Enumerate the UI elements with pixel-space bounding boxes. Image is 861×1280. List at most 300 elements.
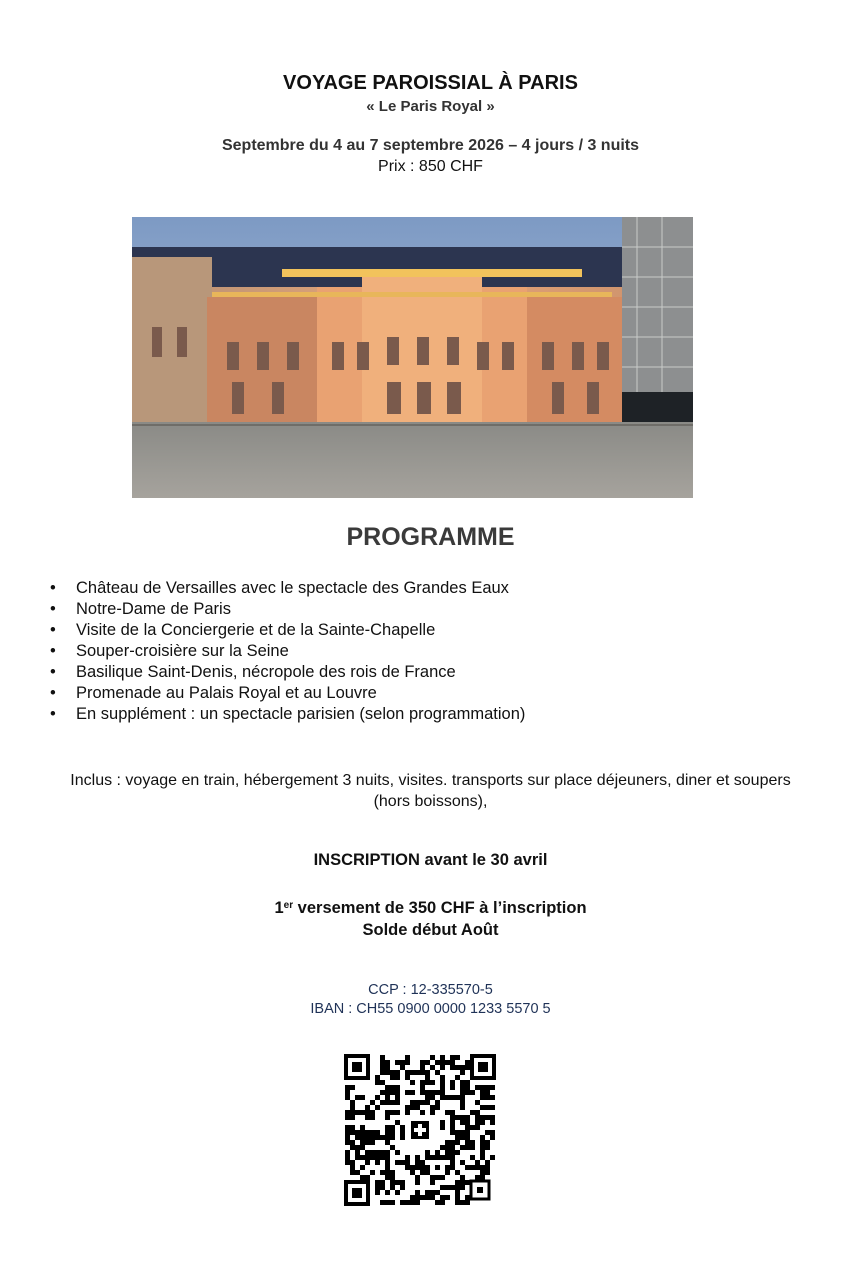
qr-module	[355, 1170, 360, 1175]
qr-module	[490, 1155, 495, 1160]
qr-module	[370, 1140, 375, 1145]
qr-module	[385, 1085, 390, 1090]
qr-module	[475, 1115, 480, 1120]
payment-terms	[0, 897, 861, 941]
qr-module	[455, 1150, 460, 1155]
qr-module	[400, 1060, 405, 1065]
qr-module	[460, 1180, 465, 1185]
qr-module	[375, 1135, 380, 1140]
qr-module	[480, 1090, 485, 1095]
qr-module	[460, 1115, 465, 1120]
qr-module	[440, 1065, 445, 1070]
qr-module	[350, 1130, 355, 1135]
qr-module	[435, 1155, 440, 1160]
qr-module	[390, 1185, 395, 1190]
qr-module	[375, 1190, 380, 1195]
qr-module	[450, 1115, 455, 1120]
qr-module	[465, 1140, 470, 1145]
qr-module	[365, 1160, 370, 1165]
qr-module	[405, 1155, 410, 1160]
qr-module	[375, 1075, 380, 1080]
qr-module	[380, 1185, 385, 1190]
qr-module	[475, 1120, 480, 1125]
qr-module	[440, 1075, 445, 1080]
qr-module	[460, 1085, 465, 1090]
qr-module	[450, 1165, 455, 1170]
qr-module	[410, 1195, 415, 1200]
qr-module	[375, 1180, 380, 1185]
qr-module	[490, 1120, 495, 1125]
qr-module	[420, 1100, 425, 1105]
bullet-icon: •	[50, 579, 56, 597]
qr-module	[430, 1095, 435, 1100]
bullet-icon: •	[50, 600, 56, 618]
qr-module	[370, 1155, 375, 1160]
qr-module	[465, 1090, 470, 1095]
qr-module	[380, 1150, 385, 1155]
qr-module	[410, 1090, 415, 1095]
qr-module	[385, 1095, 390, 1100]
bullet-icon: •	[50, 705, 56, 723]
qr-module	[380, 1180, 385, 1185]
qr-module	[370, 1150, 375, 1155]
qr-module	[385, 1165, 390, 1170]
qr-module	[430, 1065, 435, 1070]
qr-module	[385, 1090, 390, 1095]
qr-module	[385, 1140, 390, 1145]
qr-module	[350, 1145, 355, 1150]
qr-module	[405, 1070, 410, 1075]
qr-module	[485, 1145, 490, 1150]
trip-dates: Septembre du 4 au 7 septembre 2026 – 4 jours / 3 nuits	[221, 137, 640, 154]
qr-module	[455, 1115, 460, 1120]
qr-module	[440, 1175, 445, 1180]
qr-module	[400, 1130, 405, 1135]
qr-module	[360, 1110, 365, 1115]
included-line-1: Inclus : voyage en train, hébergement 3 nuits, visites. transports sur place déjeuners, diner et soupers	[70, 772, 791, 789]
qr-module	[445, 1140, 450, 1145]
qr-module	[470, 1155, 475, 1160]
qr-module	[380, 1080, 385, 1085]
qr-module	[480, 1115, 485, 1120]
qr-module	[370, 1100, 375, 1105]
qr-module	[455, 1135, 460, 1140]
registration-deadline: INSCRIPTION avant le 30 avril	[313, 851, 548, 869]
qr-module	[455, 1075, 460, 1080]
qr-module	[365, 1130, 370, 1135]
qr-module	[485, 1095, 490, 1100]
qr-module	[455, 1185, 460, 1190]
page-subtitle: « Le Paris Royal »	[366, 98, 495, 115]
ccp-number: CCP : 12-335570-5	[368, 982, 493, 998]
qr-module	[365, 1115, 370, 1120]
qr-module	[465, 1120, 470, 1125]
qr-module	[405, 1090, 410, 1095]
qr-module	[370, 1135, 375, 1140]
qr-module	[450, 1095, 455, 1100]
qr-module	[365, 1110, 370, 1115]
qr-module	[405, 1075, 410, 1080]
qr-module	[375, 1155, 380, 1160]
qr-module	[415, 1070, 420, 1075]
qr-module	[425, 1080, 430, 1085]
qr-module	[460, 1120, 465, 1125]
qr-module	[460, 1100, 465, 1105]
qr-module	[385, 1125, 390, 1130]
qr-module	[355, 1095, 360, 1100]
qr-module	[425, 1195, 430, 1200]
qr-module	[440, 1125, 445, 1130]
qr-module	[385, 1065, 390, 1070]
qr-module	[380, 1065, 385, 1070]
qr-module	[410, 1105, 415, 1110]
qr-module	[390, 1090, 395, 1095]
qr-module	[360, 1135, 365, 1140]
qr-module	[460, 1070, 465, 1075]
qr-module	[425, 1070, 430, 1075]
qr-module	[355, 1145, 360, 1150]
qr-module	[395, 1085, 400, 1090]
qr-module	[355, 1110, 360, 1115]
qr-module	[385, 1130, 390, 1135]
qr-module	[440, 1155, 445, 1160]
programme-item	[48, 578, 525, 599]
qr-module	[480, 1120, 485, 1125]
qr-module	[435, 1060, 440, 1065]
qr-module	[450, 1120, 455, 1125]
qr-module	[425, 1155, 430, 1160]
qr-module	[430, 1195, 435, 1200]
bullet-icon: •	[50, 663, 56, 681]
qr-module	[490, 1085, 495, 1090]
qr-module	[430, 1180, 435, 1185]
qr-module	[455, 1095, 460, 1100]
programme-item-text: Basilique Saint-Denis, nécropole des rois de France	[76, 663, 456, 681]
qr-module	[445, 1185, 450, 1190]
programme-item-text: Souper-croisière sur la Seine	[76, 642, 289, 660]
qr-module	[430, 1090, 435, 1095]
qr-module	[365, 1135, 370, 1140]
qr-module	[490, 1105, 495, 1110]
qr-module	[345, 1160, 350, 1165]
qr-module	[385, 1200, 390, 1205]
qr-module	[415, 1160, 420, 1165]
programme-item-text: Château de Versailles avec le spectacle des Grandes Eaux	[76, 579, 509, 597]
qr-module	[380, 1060, 385, 1065]
qr-module	[430, 1175, 435, 1180]
qr-module	[480, 1155, 485, 1160]
qr-module	[480, 1105, 485, 1110]
qr-module	[390, 1145, 395, 1150]
qr-module	[385, 1110, 390, 1115]
qr-module	[390, 1180, 395, 1185]
qr-module	[470, 1110, 475, 1115]
qr-module	[450, 1185, 455, 1190]
qr-module	[415, 1200, 420, 1205]
qr-module	[465, 1130, 470, 1135]
qr-module	[390, 1070, 395, 1075]
qr-module	[435, 1105, 440, 1110]
qr-module	[420, 1195, 425, 1200]
qr-module	[435, 1165, 440, 1170]
qr-module	[420, 1080, 425, 1085]
qr-module	[485, 1160, 490, 1165]
programme-item	[48, 704, 525, 725]
qr-module	[365, 1105, 370, 1110]
qr-module	[460, 1135, 465, 1140]
qr-module	[440, 1055, 445, 1060]
qr-module	[450, 1155, 455, 1160]
qr-module	[385, 1155, 390, 1160]
qr-module	[385, 1150, 390, 1155]
qr-module	[415, 1180, 420, 1185]
qr-module	[440, 1060, 445, 1065]
qr-module	[405, 1200, 410, 1205]
qr-module	[460, 1090, 465, 1095]
versailles-photo	[132, 217, 693, 498]
qr-module	[455, 1140, 460, 1145]
qr-module	[385, 1135, 390, 1140]
swiss-qr-code-icon	[344, 1054, 496, 1206]
qr-module	[360, 1175, 365, 1180]
qr-module	[440, 1185, 445, 1190]
qr-module	[390, 1085, 395, 1090]
qr-module	[370, 1115, 375, 1120]
qr-module	[440, 1095, 445, 1100]
qr-module	[460, 1160, 465, 1165]
qr-module	[425, 1170, 430, 1175]
qr-module	[490, 1095, 495, 1100]
qr-module	[450, 1125, 455, 1130]
qr-module	[475, 1175, 480, 1180]
qr-module	[455, 1180, 460, 1185]
qr-module	[440, 1200, 445, 1205]
trip-price: Prix : 850 CHF	[378, 158, 483, 175]
qr-module	[345, 1110, 350, 1115]
qr-module	[490, 1135, 495, 1140]
qr-module	[450, 1060, 455, 1065]
qr-module	[475, 1100, 480, 1105]
qr-module	[475, 1125, 480, 1130]
qr-module	[380, 1070, 385, 1075]
qr-module	[460, 1095, 465, 1100]
qr-module	[410, 1100, 415, 1105]
programme-item	[48, 620, 525, 641]
qr-module	[470, 1140, 475, 1145]
qr-module	[430, 1190, 435, 1195]
qr-module	[410, 1080, 415, 1085]
qr-module	[485, 1130, 490, 1135]
qr-module	[360, 1125, 365, 1130]
qr-module	[350, 1085, 355, 1090]
qr-module	[460, 1080, 465, 1085]
qr-module	[390, 1100, 395, 1105]
bullet-icon: •	[50, 642, 56, 660]
qr-module	[485, 1115, 490, 1120]
qr-module	[400, 1135, 405, 1140]
qr-module	[350, 1165, 355, 1170]
qr-module	[395, 1160, 400, 1165]
programme-item-text: Notre-Dame de Paris	[76, 600, 231, 618]
qr-module	[415, 1195, 420, 1200]
qr-module	[390, 1075, 395, 1080]
qr-module	[410, 1070, 415, 1075]
qr-module	[480, 1135, 485, 1140]
qr-module	[435, 1100, 440, 1105]
qr-module	[440, 1090, 445, 1095]
first-payment-ordinal-suffix: er	[283, 900, 294, 911]
qr-module	[425, 1150, 430, 1155]
qr-module	[480, 1170, 485, 1175]
qr-module	[445, 1170, 450, 1175]
qr-module	[350, 1140, 355, 1145]
programme-item	[48, 599, 525, 620]
programme-item	[48, 662, 525, 683]
qr-module	[465, 1165, 470, 1170]
programme-item-text: Promenade au Palais Royal et au Louvre	[76, 684, 377, 702]
qr-module	[460, 1175, 465, 1180]
qr-module	[390, 1125, 395, 1130]
qr-module	[455, 1170, 460, 1175]
qr-module	[410, 1200, 415, 1205]
bank-details	[0, 981, 861, 1019]
qr-module	[460, 1065, 465, 1070]
qr-module	[395, 1120, 400, 1125]
qr-module	[345, 1090, 350, 1095]
qr-module	[420, 1085, 425, 1090]
qr-module	[400, 1065, 405, 1070]
bullet-icon: •	[50, 621, 56, 639]
qr-module	[460, 1200, 465, 1205]
qr-module	[485, 1085, 490, 1090]
qr-module	[420, 1110, 425, 1115]
qr-module	[395, 1180, 400, 1185]
qr-module	[455, 1055, 460, 1060]
qr-module	[350, 1100, 355, 1105]
qr-module	[465, 1065, 470, 1070]
qr-module	[395, 1075, 400, 1080]
qr-module	[420, 1165, 425, 1170]
qr-module	[370, 1170, 375, 1175]
qr-module	[400, 1180, 405, 1185]
qr-module	[385, 1060, 390, 1065]
qr-module	[350, 1160, 355, 1165]
bullet-icon: •	[50, 684, 56, 702]
qr-module	[380, 1090, 385, 1095]
qr-module	[380, 1170, 385, 1175]
qr-module	[440, 1120, 445, 1125]
qr-module	[405, 1165, 410, 1170]
qr-module	[480, 1165, 485, 1170]
qr-module	[390, 1130, 395, 1135]
qr-module	[465, 1060, 470, 1065]
qr-module	[430, 1055, 435, 1060]
qr-module	[400, 1185, 405, 1190]
qr-module	[345, 1150, 350, 1155]
qr-module	[430, 1110, 435, 1115]
programme-item-text: Visite de la Conciergerie et de la Sainte-Chapelle	[76, 621, 436, 639]
programme-item-text: En supplément : un spectacle parisien (selon programmation)	[76, 705, 526, 723]
qr-module	[435, 1190, 440, 1195]
qr-module	[455, 1065, 460, 1070]
qr-module	[415, 1165, 420, 1170]
qr-module	[480, 1145, 485, 1150]
qr-module	[445, 1195, 450, 1200]
qr-module	[345, 1115, 350, 1120]
qr-module	[375, 1095, 380, 1100]
included-services	[20, 770, 841, 812]
qr-module	[380, 1135, 385, 1140]
qr-module	[480, 1175, 485, 1180]
qr-module	[430, 1155, 435, 1160]
qr-module	[365, 1150, 370, 1155]
qr-module	[400, 1160, 405, 1165]
qr-module	[420, 1070, 425, 1075]
qr-module	[485, 1165, 490, 1170]
programme-item	[48, 641, 525, 662]
qr-module	[385, 1115, 390, 1120]
iban-number: IBAN : CH55 0900 0000 1233 5570 5	[310, 1001, 551, 1017]
qr-module	[355, 1155, 360, 1160]
qr-module	[385, 1160, 390, 1165]
qr-module	[355, 1150, 360, 1155]
qr-module	[455, 1200, 460, 1205]
qr-module	[450, 1055, 455, 1060]
programme-item	[48, 683, 525, 704]
qr-module	[395, 1190, 400, 1195]
qr-module	[430, 1105, 435, 1110]
qr-module	[465, 1195, 470, 1200]
included-line-2: (hors boissons),	[373, 793, 488, 810]
qr-module	[420, 1090, 425, 1095]
qr-module	[445, 1150, 450, 1155]
qr-module	[425, 1095, 430, 1100]
qr-module	[345, 1155, 350, 1160]
qr-module	[415, 1190, 420, 1195]
qr-module	[365, 1155, 370, 1160]
qr-module	[465, 1200, 470, 1205]
qr-module	[345, 1130, 350, 1135]
qr-module	[370, 1110, 375, 1115]
qr-module	[375, 1105, 380, 1110]
qr-module	[445, 1060, 450, 1065]
qr-module	[435, 1070, 440, 1075]
qr-module	[450, 1160, 455, 1165]
qr-module	[405, 1110, 410, 1115]
qr-module	[390, 1110, 395, 1115]
first-payment-ordinal: 1	[274, 899, 284, 917]
qr-module	[450, 1085, 455, 1090]
qr-module	[425, 1190, 430, 1195]
qr-module	[450, 1130, 455, 1135]
qr-module	[345, 1135, 350, 1140]
qr-module	[440, 1195, 445, 1200]
qr-module	[480, 1085, 485, 1090]
qr-module	[415, 1155, 420, 1160]
qr-module	[375, 1160, 380, 1165]
qr-module	[395, 1100, 400, 1105]
qr-module	[385, 1170, 390, 1175]
qr-module	[475, 1110, 480, 1115]
qr-module	[420, 1160, 425, 1165]
qr-module	[475, 1160, 480, 1165]
qr-module	[455, 1130, 460, 1135]
qr-module	[385, 1175, 390, 1180]
qr-module	[375, 1150, 380, 1155]
qr-module	[395, 1060, 400, 1065]
qr-module	[355, 1135, 360, 1140]
qr-module	[390, 1200, 395, 1205]
